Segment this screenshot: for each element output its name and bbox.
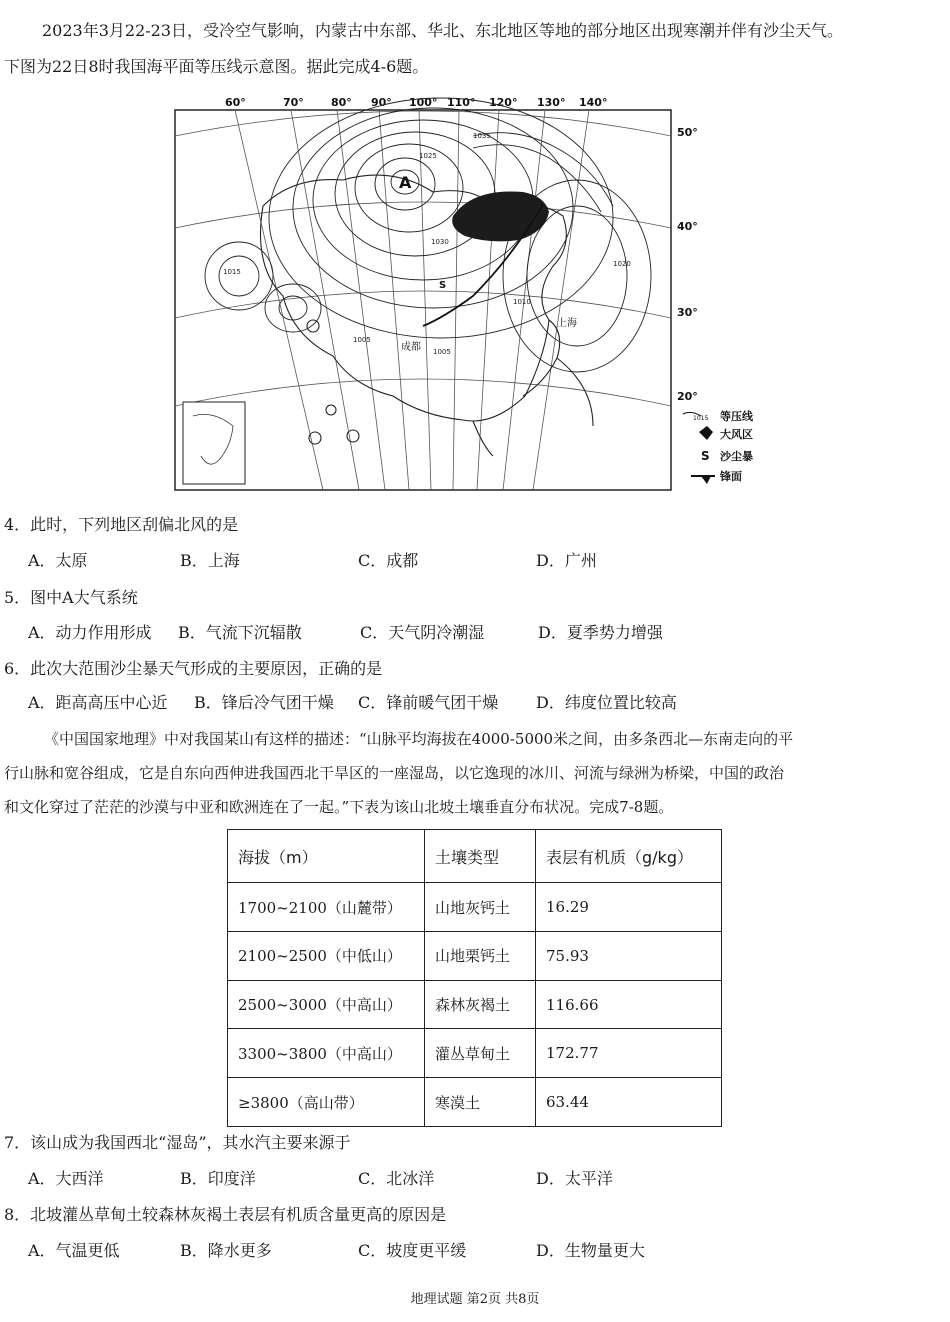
legend-wind: 大风区	[720, 428, 753, 441]
q7-option-c[interactable]: C．北冰洋	[358, 1169, 435, 1188]
intro-line-2: 下图为22日8时我国海平面等压线示意图。据此完成4-6题。	[4, 57, 429, 76]
q4-options	[28, 550, 597, 572]
table-cell: 1700~2100（山麓带）	[228, 883, 425, 932]
table-row	[228, 980, 722, 1029]
passage-line-3: 和文化穿过了茫茫的沙漠与中亚和欧洲连在了一起。”下表为该山北坡土壤垂直分布状况。完成7-8题。	[4, 798, 674, 816]
city-chengdu: 成都	[401, 342, 421, 353]
q5-option-b[interactable]: B．气流下沉辐散	[178, 623, 302, 642]
lat-label: 20°	[677, 390, 698, 403]
legend-isobar: 等压线	[720, 410, 753, 423]
table-cell: 2500~3000（中高山）	[228, 980, 425, 1029]
column-header: 表层有机质（g/kg）	[536, 830, 722, 883]
q8-stem: 8．北坡灌丛草甸土较森林灰褐土表层有机质含量更高的原因是	[4, 1205, 447, 1224]
q8-option-d[interactable]: D．生物量更大	[536, 1241, 645, 1260]
q4-stem: 4．此时，下列地区刮偏北风的是	[4, 515, 239, 534]
table-cell: 寒漠土	[425, 1078, 536, 1127]
legend-isobar-number: 1015	[693, 415, 709, 422]
q7-option-d[interactable]: D．太平洋	[536, 1169, 613, 1188]
table-cell: 山地灰钙土	[425, 883, 536, 932]
q7-option-a[interactable]: A．大西洋	[28, 1169, 104, 1188]
lon-label: 110°	[447, 96, 476, 109]
q8-option-a[interactable]: A．气温更低	[28, 1241, 120, 1260]
isobar-value: 1010	[513, 298, 531, 306]
table-cell: 灌丛草甸土	[425, 1029, 536, 1078]
table-header-row	[228, 830, 722, 883]
isobar-value: 1035	[473, 132, 491, 140]
isobar-value: 1005	[433, 348, 451, 356]
q7-options	[28, 1168, 613, 1190]
q4-option-c[interactable]: C．成都	[358, 551, 419, 570]
lon-label: 90°	[371, 96, 392, 109]
q5-option-c[interactable]: C．天气阴冷潮湿	[360, 623, 485, 642]
q5-option-d[interactable]: D．夏季势力增强	[538, 623, 663, 642]
legend-dust-symbol: S	[701, 449, 710, 463]
table-row	[228, 883, 722, 932]
dust-storm-marker: S	[439, 280, 447, 291]
q4-option-d[interactable]: D．广州	[536, 551, 597, 570]
high-pressure-label: A	[399, 173, 412, 192]
table-cell: 山地栗钙土	[425, 931, 536, 980]
q6-option-c[interactable]: C．锋前暖气团干燥	[358, 693, 499, 712]
table-cell: 2100~2500（中低山）	[228, 931, 425, 980]
q8-options	[28, 1240, 645, 1262]
table-row	[228, 931, 722, 980]
table-cell: 75.93	[536, 931, 722, 980]
lat-label: 50°	[677, 126, 698, 139]
q5-options	[28, 622, 663, 644]
q8-option-b[interactable]: B．降水更多	[180, 1241, 272, 1260]
q7-stem: 7．该山成为我国西北“湿岛”，其水汽主要来源于	[4, 1133, 351, 1152]
isobar-value: 1030	[431, 238, 449, 246]
q5-stem: 5．图中A大气系统	[4, 588, 138, 607]
table-cell: 116.66	[536, 980, 722, 1029]
table-row	[228, 1078, 722, 1127]
legend-dust: 沙尘暴	[720, 450, 753, 463]
q6-options	[28, 692, 677, 714]
page-footer: 地理试题 第2页 共8页	[410, 1292, 540, 1307]
lat-label: 30°	[677, 306, 698, 319]
q4-option-b[interactable]: B．上海	[180, 551, 240, 570]
q6-option-a[interactable]: A．距高高压中心近	[28, 693, 168, 712]
isobar-value: 1005	[353, 336, 371, 344]
q4-option-a[interactable]: A．太原	[28, 551, 88, 570]
south-china-sea-inset	[183, 402, 245, 484]
lon-label: 120°	[489, 96, 518, 109]
lon-label: 60°	[225, 96, 246, 109]
q6-option-b[interactable]: B．锋后冷气团干燥	[194, 693, 334, 712]
table-cell: 63.44	[536, 1078, 722, 1127]
lon-label: 100°	[409, 96, 438, 109]
isobar-value: 1015	[223, 268, 241, 276]
lon-label: 130°	[537, 96, 566, 109]
passage-line-2: 行山脉和宽谷组成，它是自东向西伸进我国西北干旱区的一座湿岛，以它逸现的冰川、河流与绿洲为桥梁，中国的政治	[4, 764, 785, 782]
passage-line-1: 《中国国家地理》中对我国某山有这样的描述：“山脉平均海拔在4000-5000米之间，由多条西北—东南走向的平	[44, 730, 794, 748]
map-legend	[683, 409, 754, 484]
soil-table	[227, 829, 722, 1127]
q6-stem: 6．此次大范围沙尘暴天气形成的主要原因，正确的是	[4, 659, 383, 678]
lat-label: 40°	[677, 220, 698, 233]
isobar-value: 1025	[419, 152, 437, 160]
q5-option-a[interactable]: A．动力作用形成	[28, 623, 152, 642]
isobar-value: 1020	[613, 260, 631, 268]
table-cell: 172.77	[536, 1029, 722, 1078]
table-cell: 16.29	[536, 883, 722, 932]
table-cell: 森林灰褐土	[425, 980, 536, 1029]
table-cell: 3300~3800（中高山）	[228, 1029, 425, 1078]
city-shanghai: 上海	[557, 318, 577, 329]
column-header: 土壤类型	[425, 830, 536, 883]
q6-option-d[interactable]: D．纬度位置比较高	[536, 693, 677, 712]
table-cell: ≥3800（高山带）	[228, 1078, 425, 1127]
q7-option-b[interactable]: B．印度洋	[180, 1169, 256, 1188]
lon-label: 140°	[579, 96, 608, 109]
lon-label: 70°	[283, 96, 304, 109]
isobar-map-figure	[173, 96, 773, 492]
column-header: 海拔（m）	[228, 830, 425, 883]
legend-front: 锋面	[720, 470, 742, 483]
intro-line-1: 2023年3月22-23日，受冷空气影响，内蒙古中东部、华北、东北地区等地的部分地区出现寒潮并伴有沙尘天气。	[42, 21, 844, 40]
q8-option-c[interactable]: C．坡度更平缓	[358, 1241, 467, 1260]
lon-label: 80°	[331, 96, 352, 109]
table-row	[228, 1029, 722, 1078]
